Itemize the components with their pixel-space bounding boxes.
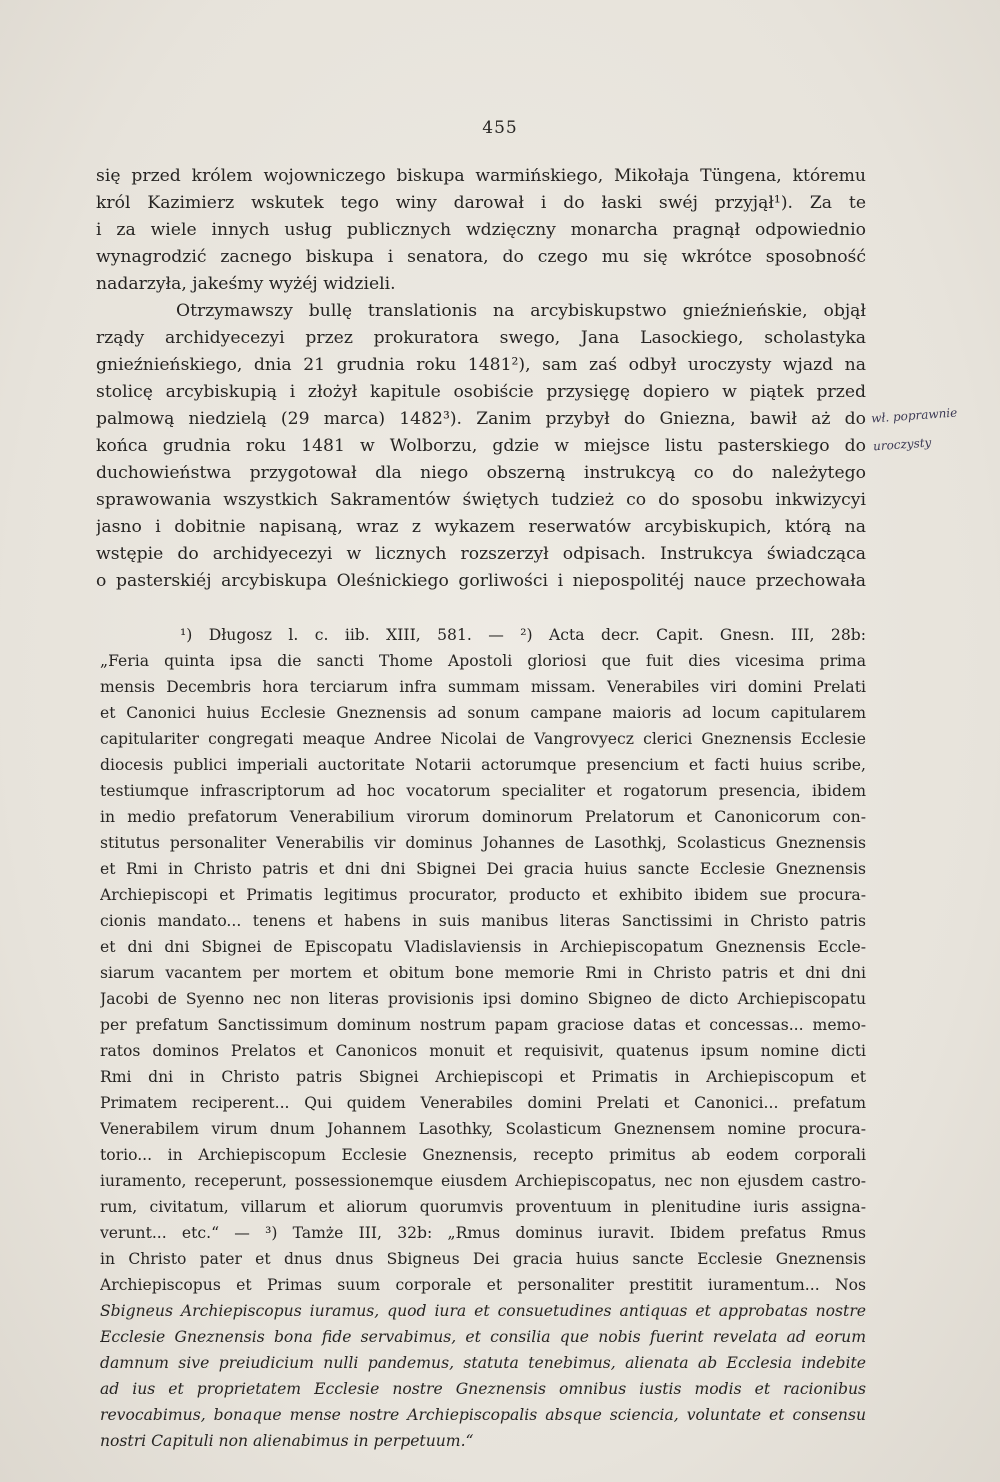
footnote-line: revocabimus, bonaque mense nostre Archiepiscopalis absque sciencia, voluntate et consensu xyxy=(100,1406,866,1424)
footnote-line: nostri Capituli non alienabimus in perpetuum.“ xyxy=(100,1432,474,1450)
footnote-line: cionis mandato... tenens et habens in suis manibus literas Sanctissimi in Christo patris xyxy=(100,912,866,930)
footnote-line: capitulariter congregati meaque Andree Nicolai de Vangrovyecz clerici Gneznensis Ecclesie xyxy=(100,730,866,748)
footnote-line: stitutus personaliter Venerabilis vir dominus Johannes de Lasothkj, Scolasticus Gneznensis xyxy=(100,834,866,852)
footnote-line: et Canonici huius Ecclesie Gneznensis ad sonum campane maioris ad locum capitularem xyxy=(100,704,866,722)
body-line: wynagrodzić zacnego biskupa i senatora, do czego mu się wkrótce sposobność xyxy=(96,247,866,267)
body-line: duchowieństwa przygotował dla niego obszerną instrukcyą co do należytego xyxy=(96,463,866,483)
handwritten-marginalia xyxy=(870,396,1000,461)
footnote-line: Venerabilem virum dnum Johannem Lasothky, Scolasticum Gneznensem nomine procura- xyxy=(100,1120,866,1138)
body-line: o pasterskiéj arcybiskupa Oleśnickiego gorliwości i niepospolitéj nauce przechowała xyxy=(96,571,866,591)
body-line: wstępie do archidyecezyi w licznych rozszerzył odpisach. Instrukcya świadcząca xyxy=(96,544,866,564)
body-line: nadarzyła, jakeśmy wyżéj widzieli. xyxy=(96,274,396,294)
body-line: i za wiele innych usług publicznych wdzięczny monarcha pragnął odpowiednio xyxy=(96,220,866,240)
footnote-line: ¹) Długosz l. c. iib. XIII, 581. — ²) Acta decr. Capit. Gnesn. III, 28b: xyxy=(180,626,866,644)
footnote-line: Archiepiscopus et Primas suum corporale et personaliter prestitit iuramentum... Nos xyxy=(100,1276,866,1294)
footnote-line: diocesis publici imperiali auctoritate Notarii actorumque presencium et facti huius scribe, xyxy=(100,756,866,774)
marginal-note: uroczysty xyxy=(872,435,932,454)
footnote-line: mensis Decembris hora terciarum infra summam missam. Venerabiles viri domini Prelati xyxy=(100,678,866,696)
footnote-line: Rmi dni in Christo patris Sbignei Archiepiscopi et Primatis in Archiepiscopum et xyxy=(100,1068,866,1086)
body-line: końca grudnia roku 1481 w Wolborzu, gdzie w miejsce listu pasterskiego do xyxy=(96,436,866,456)
footnote-line: Ecclesie Gneznensis bona fide servabimus, et consilia que nobis fuerint revelata ad eorum xyxy=(100,1328,866,1346)
footnote-line: et Rmi in Christo patris et dni dni Sbignei Dei gracia huius sancte Ecclesie Gneznensis xyxy=(100,860,866,878)
body-line: Otrzymawszy bullę translationis na arcybiskupstwo gnieźnieńskie, objął xyxy=(176,301,866,321)
footnote-line: ratos dominos Prelatos et Canonicos monuit et requisivit, quatenus ipsum nomine dicti xyxy=(100,1042,866,1060)
footnote-line: in medio prefatorum Venerabilium virorum dominorum Prelatorum et Canonicorum con- xyxy=(100,808,866,826)
marginal-note: wł. poprawnie xyxy=(870,405,958,426)
main-text xyxy=(96,163,866,595)
footnote-line: Archiepiscopi et Primatis legitimus procurator, producto et exhibito ibidem sue procura- xyxy=(100,886,866,904)
footnote-line: Jacobi de Syenno nec non literas provisionis ipsi domino Sbigneo de dicto Archiepiscopatu xyxy=(100,990,866,1008)
body-line: jasno i dobitnie napisaną, wraz z wykazem reserwatów arcybiskupich, którą na xyxy=(96,517,866,537)
body-line: palmową niedzielą (29 marca) 1482³). Zanim przybył do Gniezna, bawił aż do xyxy=(96,409,866,429)
footnote-line: „Feria quinta ipsa die sancti Thome Apostoli gloriosi que fuit dies vicesima prima xyxy=(100,652,866,670)
footnote-line: iuramento, receperunt, possessionemque eiusdem Archiepiscopatus, nec non ejusdem castro- xyxy=(100,1172,866,1190)
body-line: sprawowania wszystkich Sakramentów świętych tudzież co do sposobu inkwizycyi xyxy=(96,490,866,510)
footnote-line: torio... in Archiepiscopum Ecclesie Gneznensis, recepto primitus ab eodem corporali xyxy=(100,1146,866,1164)
footnote-line: verunt... etc.“ — ³) Tamże III, 32b: „Rmus dominus iuravit. Ibidem prefatus Rmus xyxy=(100,1224,866,1242)
footnote-line: in Christo pater et dnus dnus Sbigneus Dei gracia huius sancte Ecclesie Gneznensis xyxy=(100,1250,866,1268)
footnote-line: testiumque infrascriptorum ad hoc vocatorum specialiter et rogatorum presencia, ibidem xyxy=(100,782,866,800)
body-line: rządy archidyecezyi przez prokuratora swego, Jana Lasockiego, scholastyka xyxy=(96,328,866,348)
footnote-line: siarum vacantem per mortem et obitum bone memorie Rmi in Christo patris et dni dni xyxy=(100,964,866,982)
footnote-line: rum, civitatum, villarum et aliorum quorumvis proventuum in plenitudine iuris assigna- xyxy=(100,1198,866,1216)
footnote-line: per prefatum Sanctissimum dominum nostrum papam graciose datas et concessas... memo- xyxy=(100,1016,866,1034)
footnote-line: et dni dni Sbignei de Episcopatu Vladislaviensis in Archiepiscopatum Gneznensis Eccle- xyxy=(100,938,866,956)
footnote-line: Sbigneus Archiepiscopus iuramus, quod iura et consuetudines antiquas et approbatas nostre xyxy=(100,1302,866,1320)
footnotes xyxy=(100,622,866,1454)
body-line: król Kazimierz wskutek tego winy darował i do łaski swéj przyjął¹). Za te xyxy=(96,193,866,213)
footnote-line: damnum sive preiudicium nulli pandemus, statuta tenebimus, alienata ab Ecclesia indebite xyxy=(100,1354,866,1372)
body-line: się przed królem wojowniczego biskupa warmińskiego, Mikołaja Tüngena, któremu xyxy=(96,166,866,186)
body-line: stolicę arcybiskupią i złożył kapitule osobiście przysięgę dopiero w piątek przed xyxy=(96,382,866,402)
footnote-line: Primatem reciperent... Qui quidem Venerabiles domini Prelati et Canonici... prefatum xyxy=(100,1094,866,1112)
footnote-line: ad ius et proprietatem Ecclesie nostre Gneznensis omnibus iustis modis et racionibus xyxy=(100,1380,866,1398)
page-number: 455 xyxy=(482,118,518,138)
body-line: gnieźnieńskiego, dnia 21 grudnia roku 1481²), sam zaś odbył uroczysty wjazd na xyxy=(96,355,866,375)
